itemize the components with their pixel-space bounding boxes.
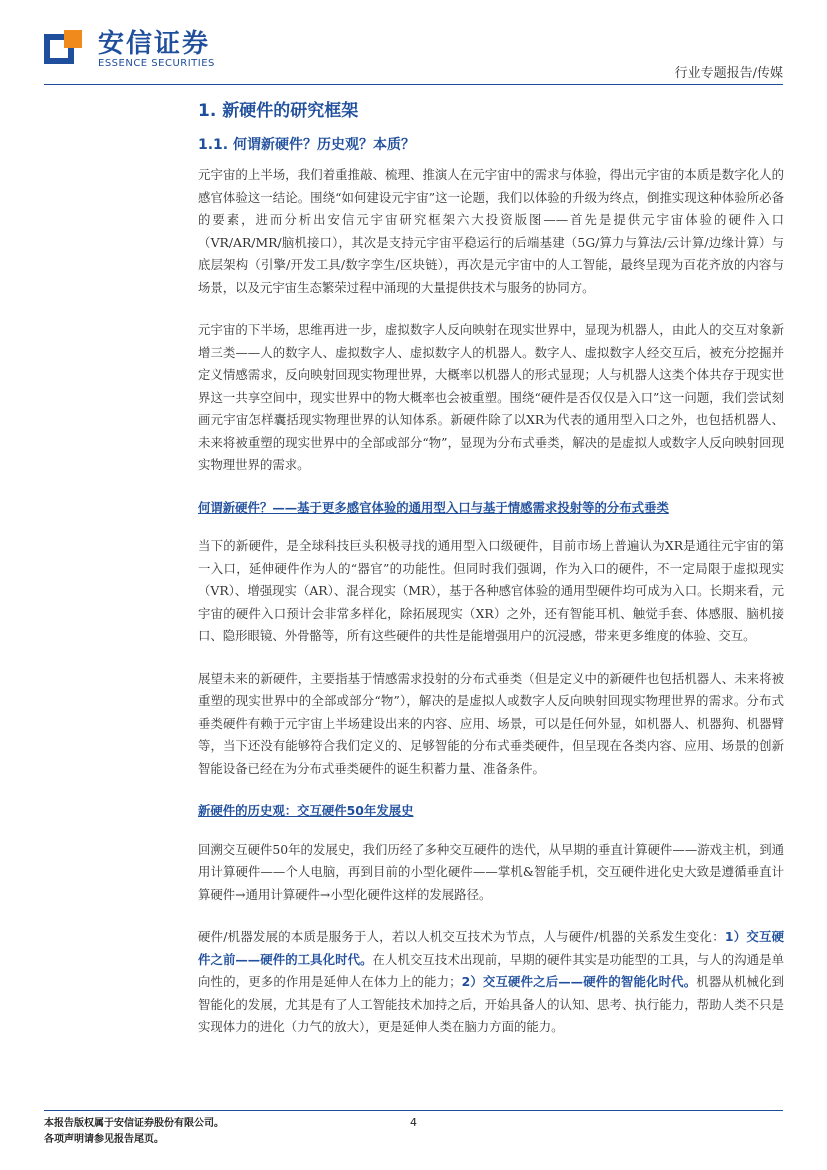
paragraph-4: 展望未来的新硬件，主要指基于情感需求投射的分布式垂类（但是定义中的新硬件也包括机器人、未来将被重塑的现实世界中的全部或部分“物”），解决的是虚拟人或数字人反向映射回现实物理世界的需求。分布式垂类硬件有赖于元宇宙上半场建设出来的内容、应用、场景，可以是任何外显，如机器人、机器狗、机器臂等，当下还没有能够符合我们定义的、足够智能的分布式垂类硬件，但呈现在各类内容、应用、场景的创新智能设备已经在为分布式垂类硬件的诞生积蓄力量、准备条件。 xyxy=(198,670,784,776)
footer-notice: 各项声明请参见报告尾页。 xyxy=(44,1134,164,1145)
era-1-heading: 1）交互硬件之前——硬件的工具化时代。 xyxy=(198,929,784,967)
logo-name-en: ESSENCE SECURITIES xyxy=(98,58,215,69)
era-2-text: 机器从机械化到智能化的发展，尤其是有了人工智能技术加持之后，开始具备人的认知、思考、执行能力，帮助人类不只是实现体力的进化（力气的放大），更是延伸人类在脑力方面的能力。 xyxy=(198,974,785,1034)
header-divider xyxy=(44,84,783,85)
paragraph-2: 元宇宙的下半场，思维再进一步，虚拟数字人反向映射在现实世界中，显现为机器人，由此人的交互对象新增三类——人的数字人、虚拟数字人、虚拟数字人的机器人。数字人、虚拟数字人经交互后，被充分挖掘并定义情感需求，反向映射回现实物理世界，大概率以机器人的形式显现；人与机器人这类个体共存于现实世界这一共享空间中，现实世界中的物大概率也会被重塑。围绕“硬件是否仅仅是入口”这一问题，我们尝试刻画元宇宙怎样囊括现实物理世界的认知体系。新硬件除了以XR为代表的通用型入口之外，也包括机器人、未来将被重塑的现实世界中的全部或部分“物”，显现为分布式垂类，解决的是虚拟人或数字人反向映射回现实物理世界的需求。 xyxy=(198,322,784,472)
paragraph-6 xyxy=(198,926,784,1039)
era-1-text: 在人机交互技术出现前，早期的硬件其实是功能型的工具，与人的沟通是单向性的，更多的作用是延伸人在体力上的能力； xyxy=(198,951,785,989)
era-2-heading: 2）交互硬件之后——硬件的智能化时代。 xyxy=(461,974,697,989)
footer-divider xyxy=(44,1110,783,1111)
logo-name-cn: 安信证券 xyxy=(98,29,211,59)
company-logo xyxy=(44,30,215,70)
report-body xyxy=(198,98,784,1059)
highlight-heading-1: 何谓新硬件？——基于更多感官体验的通用型入口与基于情感需求投射等的分布式垂类 xyxy=(198,499,669,515)
paragraph-3: 当下的新硬件，是全球科技巨头积极寻找的通用型入口级硬件，目前市场上普遍认为XR是通往元宇宙的第一入口，延伸硬件作为人的“器官”的功能性。但同时我们强调，作为入口的硬件，不一定局限于虚拟现实（VR）、增强现实（AR）、混合现实（MR），基于各种感官体验的通用型硬件均可成为入口。长期来看，元宇宙的硬件入口预计会非常多样化，除拓展现实（XR）之外，还有智能耳机、触觉手套、体感服、脑机接口、隐形眼镜、外骨骼等，所有这些硬件的共性是能增强用户的沉浸感，带来更多维度的体验、交互。 xyxy=(198,538,784,643)
paragraph-1: 元宇宙的上半场，我们着重推敲、梳理、推演人在元宇宙中的需求与体验，得出元宇宙的本质是数字化人的感官体验这一结论。围绕“如何建设元宇宙”这一论题，我们以体验的升级为终点，倒推实现这种体验所必备的要素，进而分析出安信元宇宙研究框架六大投资版图——首先是提供元宇宙体验的硬件入口（VR/AR/MR/脑机接口），其次是支持元宇宙平稳运行的后端基建（5G/算力与算法/云计算/边缘计算）与底层架构（引擎/开发工具/数字孪生/区块链），再次是元宇宙中的人工智能，最终呈现为百花齐放的内容与场景，以及元宇宙生态繁荣过程中涌现的大量提供技术与服务的协同方。 xyxy=(198,167,784,295)
paragraph-6-intro: 硬件/机器发展的本质是服务于人，若以人机交互技术为节点，人与硬件/机器的关系发生变化： xyxy=(198,929,725,944)
highlight-heading-2: 新硬件的历史观：交互硬件50年发展史 xyxy=(198,803,414,818)
section-heading: 1. 新硬件的研究框架 xyxy=(198,101,359,121)
paragraph-5: 回溯交互硬件50年的发展史，我们历经了多种交互硬件的迭代，从早期的垂直计算硬件——游戏主机，到通用计算硬件——个人电脑，再到目前的小型化硬件——掌机&智能手机，交互硬件进化史大致是遵循垂直计算硬件→通用计算硬件→小型化硬件这样的发展路径。 xyxy=(198,841,784,902)
footer-disclaimer xyxy=(44,1116,224,1148)
subsection-heading: 1.1. 何谓新硬件？历史观？本质？ xyxy=(198,137,415,153)
page-number: 4 xyxy=(410,1116,417,1129)
footer-copyright: 本报告版权属于安信证券股份有限公司。 xyxy=(44,1118,224,1129)
logo-icon xyxy=(44,30,84,70)
report-category: 行业专题报告/传媒 xyxy=(674,66,783,81)
